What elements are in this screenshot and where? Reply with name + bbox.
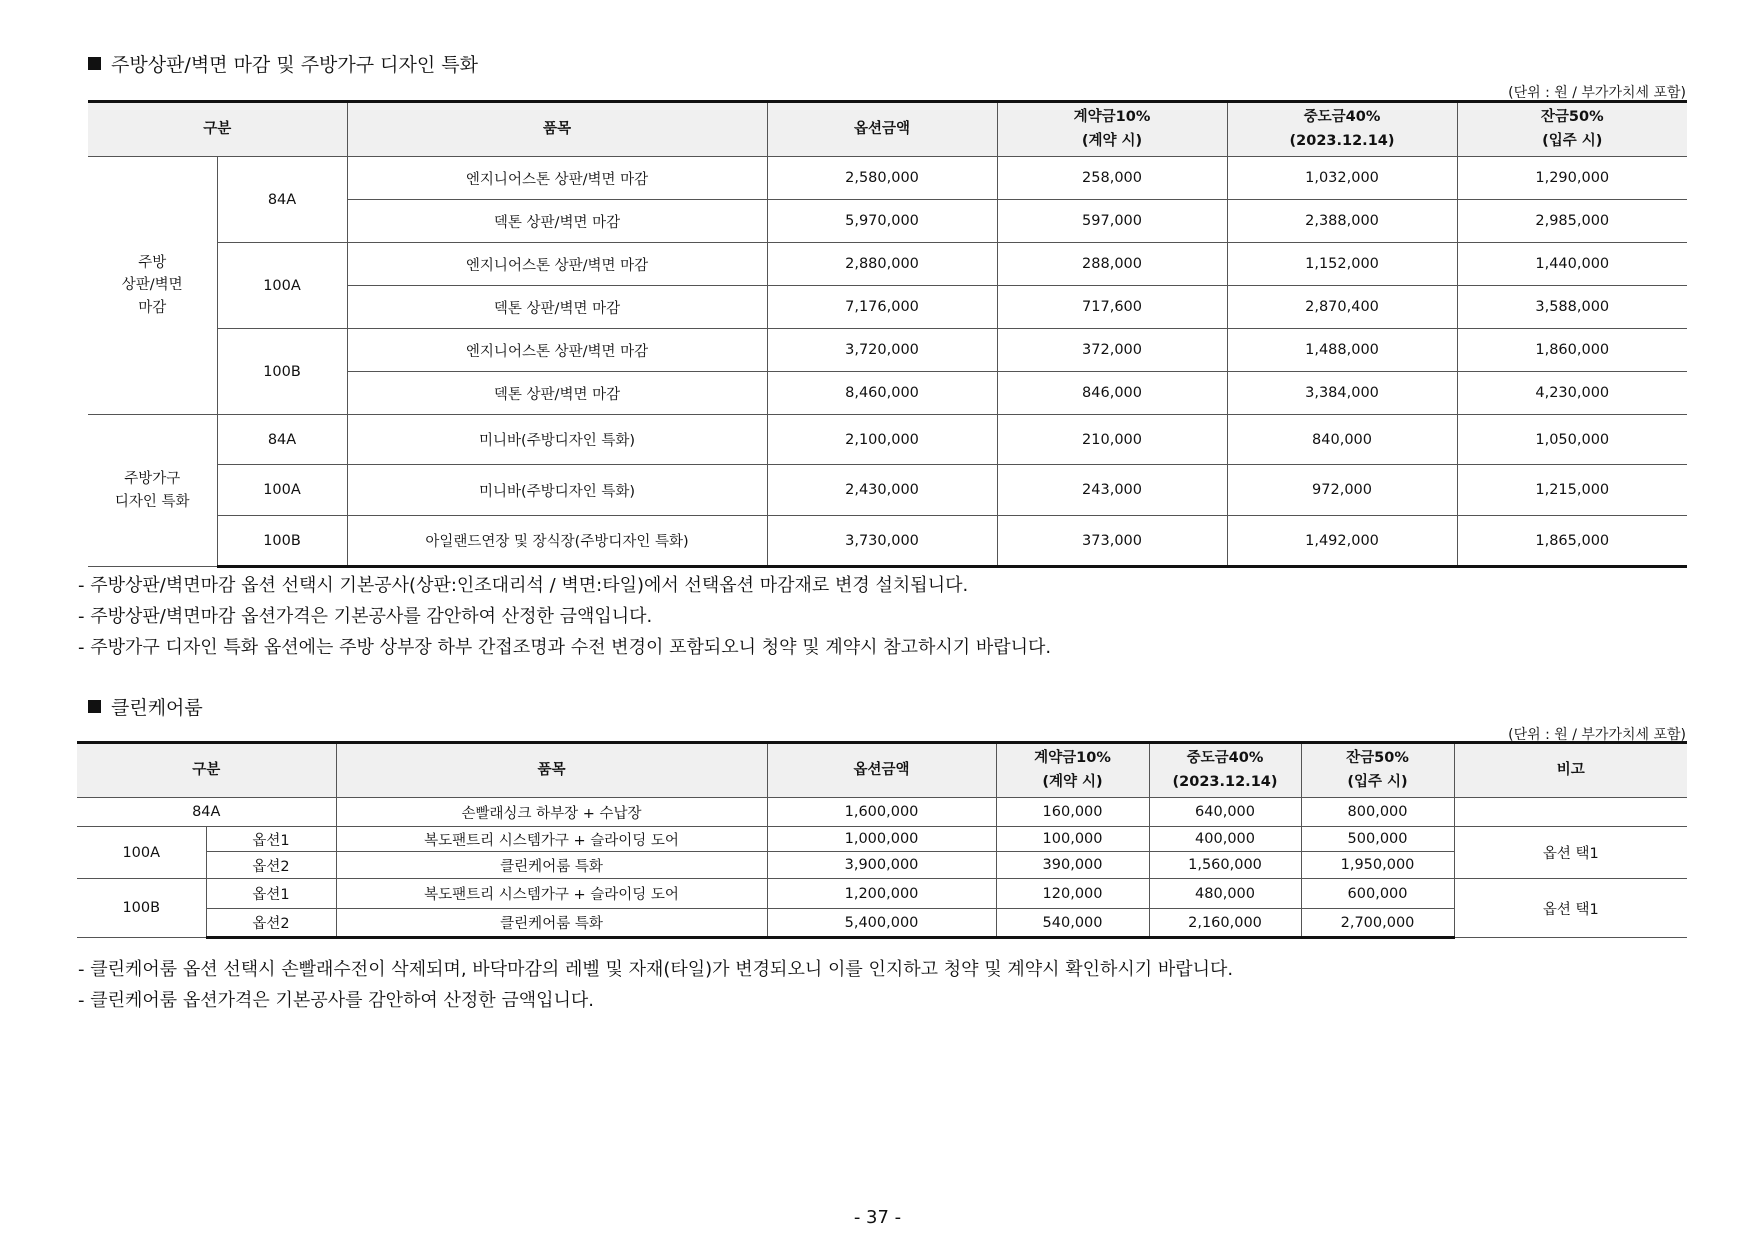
type-cell: 100B — [217, 516, 347, 567]
header-item: 품목 — [347, 102, 767, 157]
balance-cell: 1,290,000 — [1457, 157, 1687, 200]
balance-cell: 1,950,000 — [1301, 852, 1454, 879]
section1-header-row — [88, 102, 1687, 157]
section1-title — [88, 50, 478, 77]
amount-cell: 2,100,000 — [767, 415, 997, 465]
item-cell: 미니바(주방디자인 특화) — [347, 465, 767, 516]
middle-cell: 972,000 — [1227, 465, 1457, 516]
deposit-cell: 373,000 — [997, 516, 1227, 567]
header-balance-line2: (입주 시) — [1542, 132, 1603, 149]
type-cell: 100B — [217, 329, 347, 415]
type-cell: 100B — [77, 879, 206, 938]
type-cell: 100A — [217, 243, 347, 329]
type-cell: 100A — [77, 827, 206, 879]
middle-cell: 1,488,000 — [1227, 329, 1457, 372]
middle-cell: 2,870,400 — [1227, 286, 1457, 329]
deposit-cell: 390,000 — [996, 852, 1149, 879]
amount-cell: 3,900,000 — [767, 852, 996, 879]
deposit-cell: 210,000 — [997, 415, 1227, 465]
item-cell: 클린케어룸 특화 — [336, 852, 767, 879]
table-row — [88, 516, 1687, 567]
deposit-cell: 540,000 — [996, 909, 1149, 938]
header-category: 구분 — [77, 743, 336, 798]
type-cell: 100A — [217, 465, 347, 516]
header-middle-line1: 중도금40% — [1303, 109, 1381, 126]
middle-cell: 480,000 — [1149, 879, 1301, 909]
section1-notes — [78, 570, 1051, 663]
header-deposit-line2: (계약 시) — [1081, 132, 1143, 149]
item-cell: 손빨래싱크 하부장 + 수납장 — [336, 798, 767, 827]
middle-cell: 640,000 — [1149, 798, 1301, 827]
deposit-cell: 120,000 — [996, 879, 1149, 909]
table-row — [77, 827, 1687, 852]
remark-cell — [1454, 798, 1687, 827]
table-row — [88, 465, 1687, 516]
table-row — [88, 329, 1687, 372]
item-cell: 덱톤 상판/벽면 마감 — [347, 372, 767, 415]
header-middle-line1: 중도금40% — [1186, 750, 1264, 767]
type-cell: 84A — [217, 415, 347, 465]
header-balance — [1457, 102, 1687, 157]
header-amount: 옵션금액 — [767, 102, 997, 157]
header-remark: 비고 — [1454, 743, 1687, 798]
deposit-cell: 717,600 — [997, 286, 1227, 329]
header-item: 품목 — [336, 743, 767, 798]
group-label-cell — [88, 157, 217, 415]
deposit-cell: 160,000 — [996, 798, 1149, 827]
deposit-cell: 258,000 — [997, 157, 1227, 200]
header-deposit-line2: (계약 시) — [1042, 773, 1103, 790]
deposit-cell: 846,000 — [997, 372, 1227, 415]
option-cell: 옵션1 — [206, 879, 336, 909]
balance-cell: 600,000 — [1301, 879, 1454, 909]
group-label-line: 주방 — [138, 254, 167, 271]
option-cell: 옵션2 — [206, 852, 336, 879]
middle-cell: 1,032,000 — [1227, 157, 1457, 200]
item-cell: 덱톤 상판/벽면 마감 — [347, 200, 767, 243]
square-bullet-icon — [88, 57, 101, 70]
header-balance — [1301, 743, 1454, 798]
item-cell: 엔지니어스톤 상판/벽면 마감 — [347, 243, 767, 286]
section2-note: - 클린케어룸 옵션가격은 기본공사를 감안하여 산정한 금액입니다. — [78, 990, 595, 1011]
header-amount: 옵션금액 — [767, 743, 996, 798]
middle-cell: 3,384,000 — [1227, 372, 1457, 415]
balance-cell: 1,050,000 — [1457, 415, 1687, 465]
item-cell: 아일랜드연장 및 장식장(주방디자인 특화) — [347, 516, 767, 567]
header-middle-line2: (2023.12.14) — [1289, 132, 1395, 149]
section1-table — [88, 100, 1687, 568]
option-cell: 옵션2 — [206, 909, 336, 938]
table-row — [77, 798, 1687, 827]
balance-cell: 1,440,000 — [1457, 243, 1687, 286]
header-deposit-line1: 계약금10% — [1034, 750, 1111, 767]
middle-cell: 2,388,000 — [1227, 200, 1457, 243]
deposit-cell: 372,000 — [997, 329, 1227, 372]
header-middle — [1227, 102, 1457, 157]
section1-note: - 주방상판/벽면마감 옵션가격은 기본공사를 감안하여 산정한 금액입니다. — [78, 606, 653, 627]
header-deposit-line1: 계약금10% — [1073, 109, 1151, 126]
section1-title-text: 주방상판/벽면 마감 및 주방가구 디자인 특화 — [111, 54, 478, 76]
section2-unit-note: (단위 : 원 / 부가가치세 포함) — [1508, 727, 1686, 743]
balance-cell: 1,860,000 — [1457, 329, 1687, 372]
header-deposit — [997, 102, 1227, 157]
section2-notes — [78, 954, 1233, 1016]
table-row — [77, 879, 1687, 909]
section1-note: - 주방가구 디자인 특화 옵션에는 주방 상부장 하부 간접조명과 수전 변경이 포함되오니 청약 및 계약시 참고하시기 바랍니다. — [78, 637, 1052, 658]
middle-cell: 400,000 — [1149, 827, 1301, 852]
table-row — [88, 157, 1687, 200]
page-number: - 37 - — [853, 1207, 902, 1228]
middle-cell: 2,160,000 — [1149, 909, 1301, 938]
type-cell: 84A — [77, 798, 336, 827]
balance-cell: 2,700,000 — [1301, 909, 1454, 938]
amount-cell: 3,720,000 — [767, 329, 997, 372]
option-cell: 옵션1 — [206, 827, 336, 852]
group-label-line: 마감 — [138, 299, 167, 316]
middle-cell: 1,560,000 — [1149, 852, 1301, 879]
remark-cell: 옵션 택1 — [1454, 879, 1687, 938]
group-label-line: 상판/벽면 — [121, 277, 183, 294]
middle-cell: 1,492,000 — [1227, 516, 1457, 567]
section2-title — [88, 693, 203, 720]
amount-cell: 1,200,000 — [767, 879, 996, 909]
item-cell: 덱톤 상판/벽면 마감 — [347, 286, 767, 329]
amount-cell: 1,000,000 — [767, 827, 996, 852]
deposit-cell: 288,000 — [997, 243, 1227, 286]
square-bullet-icon — [88, 700, 101, 713]
amount-cell: 5,400,000 — [767, 909, 996, 938]
amount-cell: 2,580,000 — [767, 157, 997, 200]
balance-cell: 2,985,000 — [1457, 200, 1687, 243]
deposit-cell: 597,000 — [997, 200, 1227, 243]
amount-cell: 5,970,000 — [767, 200, 997, 243]
balance-cell: 3,588,000 — [1457, 286, 1687, 329]
balance-cell: 500,000 — [1301, 827, 1454, 852]
section1-note: - 주방상판/벽면마감 옵션 선택시 기본공사(상판:인조대리석 / 벽면:타일)에서 선택옵션 마감재로 변경 설치됩니다. — [78, 575, 969, 596]
balance-cell: 800,000 — [1301, 798, 1454, 827]
table-row — [77, 909, 1687, 938]
item-cell: 복도팬트리 시스템가구 + 슬라이딩 도어 — [336, 827, 767, 852]
section2-title-text: 클린케어룸 — [111, 697, 203, 719]
deposit-cell: 100,000 — [996, 827, 1149, 852]
group-label-line: 주방가구 — [124, 471, 181, 488]
type-cell: 84A — [217, 157, 347, 243]
header-category: 구분 — [88, 102, 347, 157]
table-row — [88, 243, 1687, 286]
group-label-cell — [88, 415, 217, 567]
item-cell: 엔지니어스톤 상판/벽면 마감 — [347, 157, 767, 200]
header-balance-line1: 잔금50% — [1346, 750, 1409, 767]
header-balance-line2: (입주 시) — [1347, 773, 1408, 790]
header-balance-line1: 잔금50% — [1540, 109, 1604, 126]
item-cell: 복도팬트리 시스템가구 + 슬라이딩 도어 — [336, 879, 767, 909]
remark-cell: 옵션 택1 — [1454, 827, 1687, 879]
balance-cell: 4,230,000 — [1457, 372, 1687, 415]
amount-cell: 2,430,000 — [767, 465, 997, 516]
amount-cell: 1,600,000 — [767, 798, 996, 827]
balance-cell: 1,865,000 — [1457, 516, 1687, 567]
middle-cell: 840,000 — [1227, 415, 1457, 465]
table-row — [77, 852, 1687, 879]
group-label-line: 디자인 특화 — [114, 493, 190, 510]
item-cell: 엔지니어스톤 상판/벽면 마감 — [347, 329, 767, 372]
amount-cell: 7,176,000 — [767, 286, 997, 329]
section2-note: - 클린케어룸 옵션 선택시 손빨래수전이 삭제되며, 바닥마감의 레벨 및 자재(타일)가 변경되오니 이를 인지하고 청약 및 계약시 확인하시기 바랍니다. — [78, 959, 1234, 980]
middle-cell: 1,152,000 — [1227, 243, 1457, 286]
section1-unit-note: (단위 : 원 / 부가가치세 포함) — [1508, 85, 1686, 101]
header-middle — [1149, 743, 1301, 798]
amount-cell: 8,460,000 — [767, 372, 997, 415]
amount-cell: 3,730,000 — [767, 516, 997, 567]
balance-cell: 1,215,000 — [1457, 465, 1687, 516]
section2-table — [77, 741, 1687, 939]
header-deposit — [996, 743, 1149, 798]
header-middle-line2: (2023.12.14) — [1172, 773, 1278, 790]
table-row — [88, 415, 1687, 465]
item-cell: 클린케어룸 특화 — [336, 909, 767, 938]
item-cell: 미니바(주방디자인 특화) — [347, 415, 767, 465]
amount-cell: 2,880,000 — [767, 243, 997, 286]
deposit-cell: 243,000 — [997, 465, 1227, 516]
section2-header-row — [77, 743, 1687, 798]
